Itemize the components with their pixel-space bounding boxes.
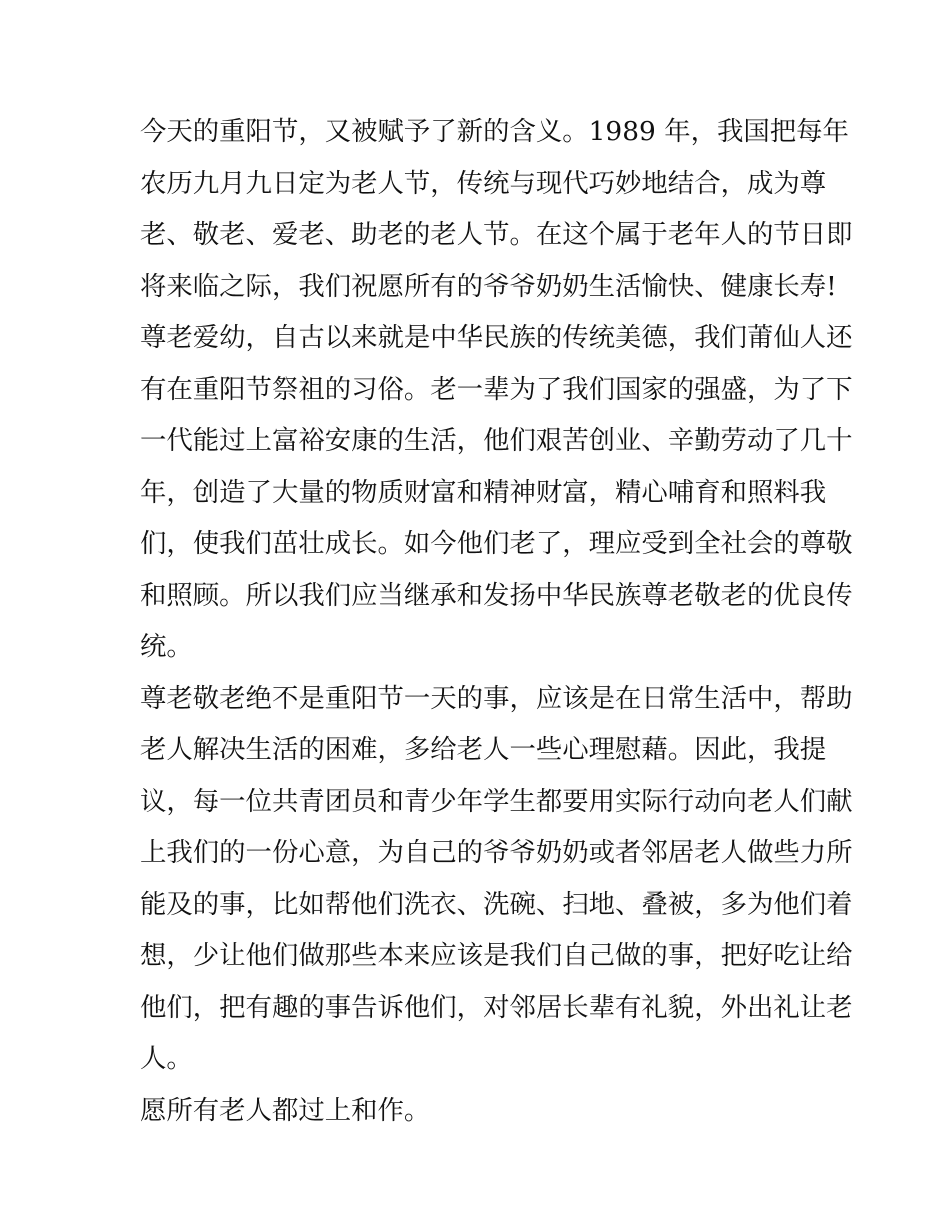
text-line-11: 统。 <box>140 631 193 662</box>
text-line-19: 人。 <box>140 1043 193 1074</box>
document-body <box>140 106 853 1136</box>
text-line-16: 能及的事，比如帮他们洗衣、洗碗、扫地、叠被，多为他们着 <box>140 888 853 920</box>
text-line-18: 他们，把有趣的事告诉他们，对邻居长辈有礼貌，外出礼让老 <box>140 991 853 1023</box>
text-line-12: 尊老敬老绝不是重阳节一天的事，应该是在日常生活中，帮助 <box>140 682 853 714</box>
text-line-17: 想，少让他们做那些本来应该是我们自己做的事，把好吃让给 <box>140 940 853 971</box>
text-line-7: 一代能过上富裕安康的生活，他们艰苦创业、辛勤劳动了几十 <box>140 425 853 456</box>
text-line-1: 今天的重阳节，又被赋予了新的含义。1989 年，我国把每年 <box>140 116 849 147</box>
text-line-13: 老人解决生活的困难，多给老人一些心理慰藉。因此，我提 <box>140 734 827 765</box>
text-line-8: 年，创造了大量的物质财富和精神财富，精心哺育和照料我 <box>140 476 827 508</box>
text-line-14: 议，每一位共青团员和青少年学生都要用实际行动向老人们献 <box>140 785 853 817</box>
text-line-4: 将来临之际，我们祝愿所有的爷爷奶奶生活愉快、健康长寿! <box>140 270 837 302</box>
text-line-3: 老、敬老、爱老、助老的老人节。在这个属于老年人的节日即 <box>140 219 853 250</box>
text-line-20: 愿所有老人都过上和作。 <box>140 1094 431 1126</box>
text-line-9: 们，使我们茁壮成长。如今他们老了，理应受到全社会的尊敬 <box>140 528 853 559</box>
text-line-6: 有在重阳节祭祖的习俗。老一辈为了我们国家的强盛，为了下 <box>140 373 853 405</box>
text-line-5: 尊老爱幼，自古以来就是中华民族的传统美德，我们莆仙人还 <box>140 322 853 353</box>
text-line-10: 和照顾。所以我们应当继承和发扬中华民族尊老敬老的优良传 <box>140 579 853 611</box>
text-line-2: 农历九月九日定为老人节，传统与现代巧妙地结合，成为尊 <box>140 167 827 199</box>
text-line-15: 上我们的一份心意，为自己的爷爷奶奶或者邻居老人做些力所 <box>140 837 853 868</box>
